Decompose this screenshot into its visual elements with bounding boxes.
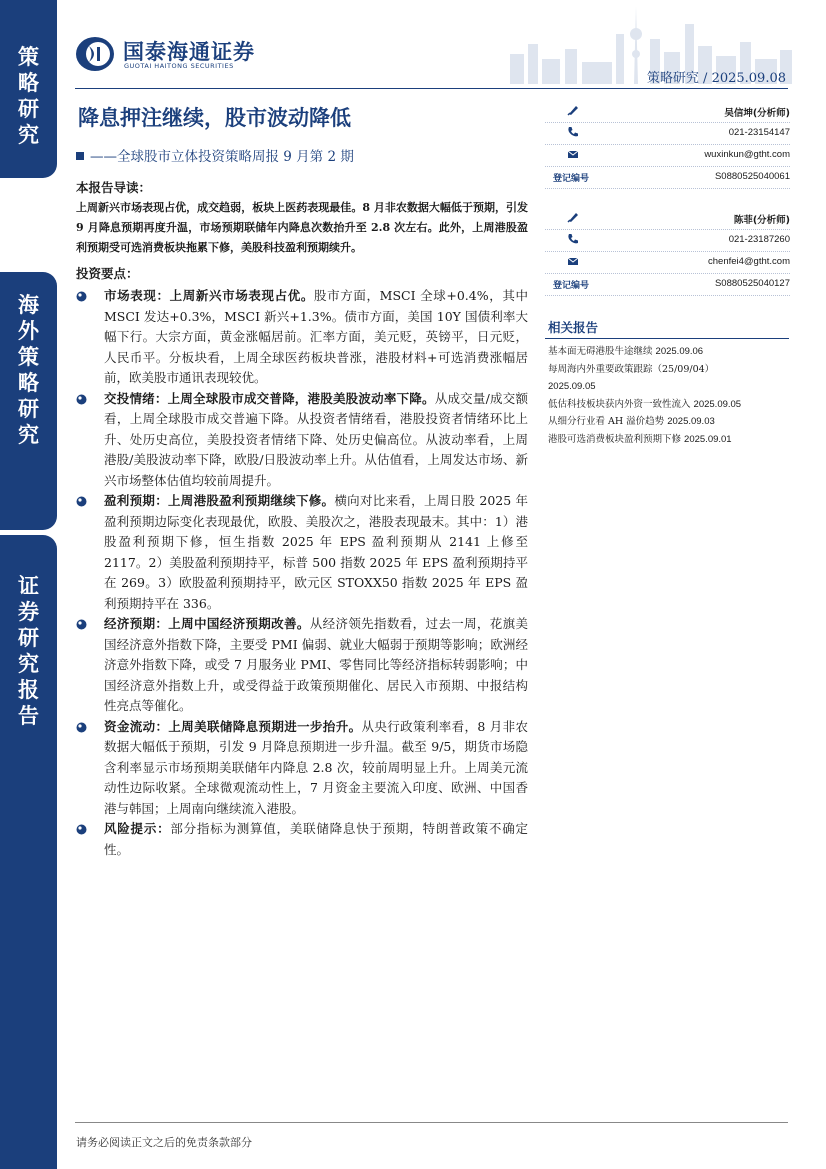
analyst-name-row (545, 208, 790, 230)
bullet-dot-icon (76, 824, 87, 835)
logo-text-en: GUOTAI HAITONG SECURITIES (124, 62, 234, 70)
related-report-item[interactable] (548, 343, 793, 361)
analyst-reg-number: S0880525040061 (714, 171, 790, 182)
sidebar-char: 证 (18, 574, 39, 598)
point-head: 经济预期：上周中国经济预期改善。 (104, 616, 310, 631)
related-report-title: 基本面无碍港股牛途继续 (548, 346, 653, 357)
report-category-date: 策略研究 / 2025.09.08 (646, 71, 786, 86)
footer-divider (75, 1122, 788, 1123)
bullet-dot-icon (76, 722, 87, 733)
analyst-phone: 021-23187260 (728, 234, 790, 245)
related-report-date: 2025.09.05 (693, 398, 742, 410)
analyst-card (545, 101, 790, 189)
related-report-date: 2025.09.06 (655, 346, 704, 357)
analyst-email-row (545, 252, 790, 274)
point-head: 资金流动：上周美联储降息预期进一步抬升。 (104, 718, 362, 734)
point-body: 从央行政策利率看，8 月非农数据大幅低于预期，引发 9 月降息预期进一步升温。截至 9/5，期货市场隐含利率显示市场预期美联储年内降息 2.8 次，较前周明显上升。上周美元流动性边际收紧。全球微观流动性上，7 月资金主要流入印度、欧洲、中国香港与韩国；上周南向继续流入港股。 (104, 718, 528, 816)
sidebar-char: 研 (18, 626, 39, 650)
logo-text-cn: 国泰海通证券 (123, 40, 255, 64)
bullet-dot-icon (76, 619, 87, 630)
point-head: 市场表现：上周新兴市场表现占优。 (104, 288, 315, 303)
related-report-title: 港股可选消费板块盈利预期下修 (548, 433, 682, 445)
related-report-item[interactable] (548, 413, 793, 431)
pen-icon (567, 104, 579, 116)
related-report-title: 低估科技板块获内外资一致性流入 (548, 398, 691, 410)
point-body: 从经济领先指数看，过去一周，花旗美国经济意外指数下降，主要受 PMI 偏弱、就业大幅弱于预期等影响；欧洲经济意外指数下降，或受 7 月服务业 PMI、零售同比等经济指标转弱影响；中国经济意外指数上升，或受得益于政策预期催化、居民入市预期、中报结构性亮点等催化。 (104, 616, 528, 713)
point-head: 交投情绪：上周全球股市成交普降，港股美股波动率下降。 (104, 390, 435, 406)
sidebar-char: 略 (18, 71, 39, 95)
point-body: 横向对比来看，上周日股 2025 年盈利预期边际变化表现最优，欧股、美股次之，港股表现最末。其中：1）港股盈利预期下修，恒生指数 2025 年 EPS 盈利预期从 2141 上修至 2117。2）美股盈利预期持平，标普 500 指数 2025 年 EPS 盈利预期持平在 269。3）欧股盈利预期持平，欧元区 STOXX50 指数 2025 年 EPS 盈利预期持平在 336。 (104, 493, 528, 611)
analyst-reg-row (545, 167, 790, 189)
subtitle-text: ——全球股市立体投资策略周报 9 月第 2 期 (90, 149, 354, 165)
point-head: 盈利预期：上周港股盈利预期继续下修。 (104, 493, 335, 508)
mail-icon (567, 148, 579, 160)
point-item (76, 491, 528, 614)
point-item (76, 819, 528, 860)
point-head: 风险提示： (104, 821, 171, 836)
analyst-name-row (545, 101, 790, 123)
point-body: 股市方面，MSCI 全球+0.4%，其中 MSCI 发达+0.3%，MSCI 新兴+1.3%。债市方面，美国 10Y 国债利率大幅下行。大宗方面，黄金涨幅居前。汇率方面，美元贬，英镑平，日元贬，人民币平。分板块看，上周全球医药板块普涨，港股材料+可选消费涨幅居前，欧美股市通讯表现较优。 (104, 288, 528, 385)
bullet-dot-icon (76, 291, 87, 302)
analyst-name: 吴信坤(分析师) (724, 108, 790, 119)
sidebar-overseas-strategy (0, 272, 57, 530)
analyst-name: 陈菲(分析师) (733, 215, 790, 226)
sidebar-char: 告 (18, 704, 39, 728)
sidebar-char: 究 (18, 423, 39, 447)
phone-icon (567, 126, 579, 138)
sidebar-char: 研 (18, 97, 39, 121)
sidebar-char: 略 (18, 371, 39, 395)
analyst-email[interactable]: chenfei4@gtht.com (708, 256, 790, 267)
bullet-dot-icon (76, 496, 87, 507)
analyst-email[interactable]: wuxinkun@gtht.com (704, 149, 790, 160)
analyst-card (545, 208, 790, 296)
bullet-dot-icon (76, 394, 87, 405)
header-divider (75, 88, 788, 89)
sidebar-char: 策 (18, 345, 39, 369)
related-divider (545, 338, 789, 339)
report-subtitle (76, 145, 354, 165)
guide-text: 上周新兴市场表现占优，成交趋弱，板块上医药表现最佳。8 月非农数据大幅低于预期，引发 9 月降息预期再度升温，市场预期联储年内降息次数抬升至 2.8 次左右。此外，上周港股盈利预期受可选消费板块拖累下修，美股科技盈利预期续升。 (76, 201, 528, 254)
phone-icon (567, 233, 579, 245)
reg-label: 登记编号 (553, 174, 590, 184)
sidebar-char: 究 (18, 652, 39, 676)
reg-label: 登记编号 (553, 281, 590, 291)
related-report-date: 2025.09.01 (684, 433, 732, 445)
guide-heading: 本报告导读： (76, 180, 152, 195)
related-report-item[interactable] (548, 431, 793, 449)
point-item (76, 717, 528, 820)
point-item (76, 286, 528, 389)
sidebar-char: 外 (18, 319, 39, 343)
disclaimer-note: 请务必阅读正文之后的免责条款部分 (76, 1136, 252, 1149)
analyst-reg-number: S0880525040127 (714, 278, 790, 289)
sidebar-strategy-research (0, 0, 57, 178)
sidebar-char: 究 (18, 123, 39, 147)
analyst-phone-row (545, 230, 790, 252)
mail-icon (567, 255, 579, 267)
sidebar-char: 研 (18, 397, 39, 421)
point-item (76, 389, 528, 492)
sidebar-char: 券 (18, 600, 39, 624)
pen-icon (567, 211, 579, 223)
sidebar-securities-report (0, 535, 57, 1169)
report-title: 降息押注继续，股市波动降低 (78, 105, 351, 130)
related-reports-heading: 相关报告 (548, 320, 599, 335)
investment-points (76, 286, 528, 860)
sidebar-char: 海 (18, 293, 39, 317)
related-report-title: 每周海内外重要政策跟踪（25/09/04） (548, 363, 715, 375)
analyst-email-row (545, 145, 790, 167)
analyst-phone-row (545, 123, 790, 145)
sidebar-char: 报 (18, 678, 39, 702)
analyst-phone: 021-23154147 (728, 127, 790, 138)
points-heading: 投资要点： (76, 266, 139, 281)
sidebar-char: 策 (18, 45, 39, 69)
analyst-reg-row (545, 274, 790, 296)
related-report-item-date-line (548, 378, 793, 396)
related-report-title: 从细分行业看 AH 溢价趋势 (548, 416, 665, 427)
point-body: 从成交量/成交额看，上周全球股市成交普遍下降。从投资者情绪看，港股投资者情绪环比上升、处历史高位，美股投资者情绪下降、处历史偏高位。从波动率看，上周港股/美股波动率下降，欧股/日股波动率上升。从估值看，上周发达市场、新兴市场整体估值均较前周提升。 (104, 390, 528, 488)
related-report-date: 2025.09.03 (667, 416, 715, 427)
related-reports-list (548, 343, 793, 448)
logo-mark-icon (75, 36, 115, 72)
point-body: 部分指标为测算值，美联储降息快于预期，特朗普政策不确定性。 (104, 821, 528, 857)
related-report-item[interactable] (548, 396, 793, 414)
related-report-item[interactable] (548, 361, 793, 379)
square-bullet-icon (76, 152, 84, 160)
related-report-date: 2025.09.05 (548, 381, 596, 392)
point-item (76, 614, 528, 717)
